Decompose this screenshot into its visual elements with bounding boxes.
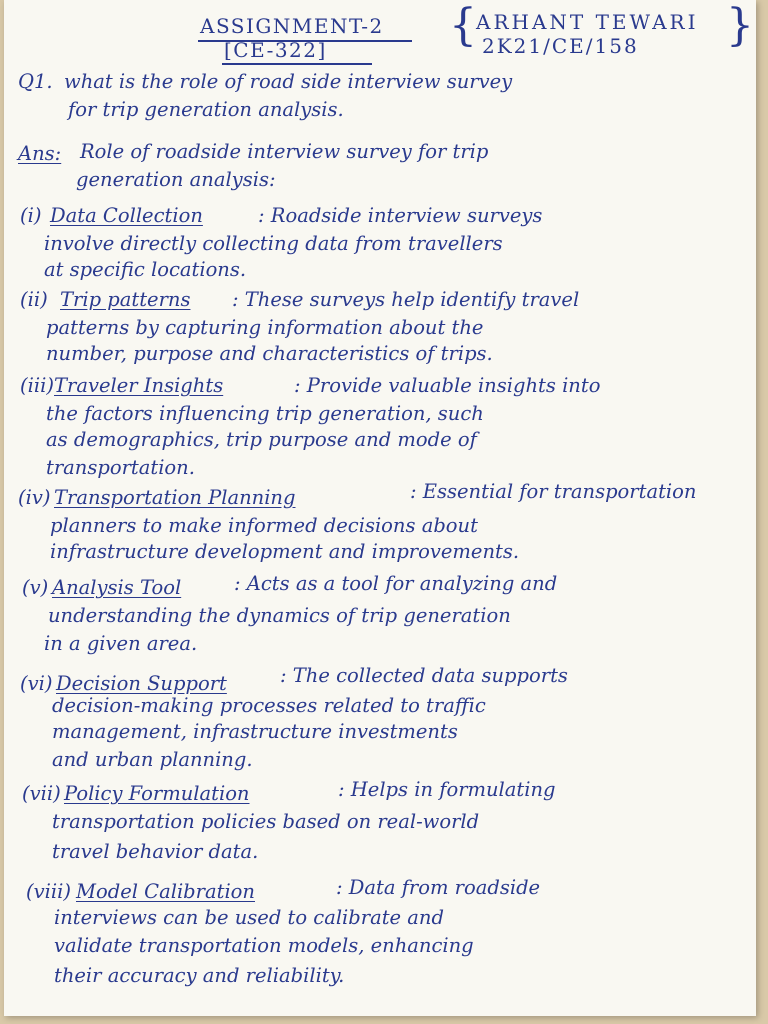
point-title: Data Collection (50, 204, 203, 227)
point-text: involve directly collecting data from travellers (44, 232, 503, 255)
point-title: Traveler Insights (54, 374, 224, 397)
question-number: Q1. (18, 70, 53, 93)
point-text: patterns by capturing information about the (46, 316, 484, 339)
point-number: (vi) (20, 672, 53, 695)
point-text: : These surveys help identify travel (232, 288, 580, 311)
assignment-title: ASSIGNMENT-2 (200, 14, 384, 38)
roll-number: 2K21/CE/158 (482, 34, 639, 58)
question-line-1: what is the role of road side interview survey (64, 70, 513, 93)
point-text: transportation. (46, 456, 195, 479)
point-text: : Provide valuable insights into (294, 374, 601, 397)
point-text: the factors influencing trip generation, such (46, 402, 484, 425)
left-brace: { (449, 0, 477, 51)
point-title: Policy Formulation (64, 782, 250, 805)
point-text: : Roadside interview surveys (258, 204, 543, 227)
point-text: : Helps in formulating (338, 778, 556, 801)
point-number: (viii) (26, 880, 71, 903)
point-text: validate transportation models, enhancing (54, 934, 474, 957)
point-title: Trip patterns (60, 288, 191, 311)
point-text: in a given area. (44, 632, 198, 655)
course-code: [CE-322] (224, 38, 327, 62)
point-title: Model Calibration (76, 880, 255, 903)
answer-intro-line-1: Role of roadside interview survey for trip (80, 140, 489, 163)
point-text: : Essential for transportation (410, 480, 697, 503)
point-number: (iv) (18, 486, 51, 509)
question-line-2: for trip generation analysis. (68, 98, 344, 121)
right-brace: } (726, 0, 754, 51)
point-number: (ii) (20, 288, 48, 311)
point-number: (v) (22, 576, 49, 599)
course-underline (222, 63, 372, 65)
point-text: infrastructure development and improvements. (50, 540, 520, 563)
point-number: (i) (20, 204, 42, 227)
student-name: ARHANT TEWARI (476, 10, 699, 34)
point-text: their accuracy and reliability. (54, 964, 345, 987)
point-number: (iii) (20, 374, 54, 397)
handwritten-page (4, 0, 756, 1016)
point-text: number, purpose and characteristics of trips. (46, 342, 493, 365)
point-title: Transportation Planning (54, 486, 296, 509)
point-text: decision-making processes related to traffic (52, 694, 486, 717)
answer-intro-line-2: generation analysis: (76, 168, 276, 191)
point-text: management, infrastructure investments (52, 720, 458, 743)
point-text: interviews can be used to calibrate and (54, 906, 444, 929)
point-text: and urban planning. (52, 748, 253, 771)
point-number: (vii) (22, 782, 61, 805)
point-text: : Data from roadside (336, 876, 541, 899)
point-title: Analysis Tool (52, 576, 182, 599)
point-text: : Acts as a tool for analyzing and (234, 572, 558, 595)
point-text: as demographics, trip purpose and mode of (46, 428, 477, 451)
point-text: travel behavior data. (52, 840, 259, 863)
point-text: transportation policies based on real-world (52, 810, 480, 833)
answer-label: Ans: (18, 142, 62, 165)
point-text: planners to make informed decisions about (50, 514, 478, 537)
point-text: at specific locations. (44, 258, 247, 281)
point-title: Decision Support (56, 672, 227, 695)
point-text: understanding the dynamics of trip generation (48, 604, 511, 627)
point-text: : The collected data supports (280, 664, 568, 687)
